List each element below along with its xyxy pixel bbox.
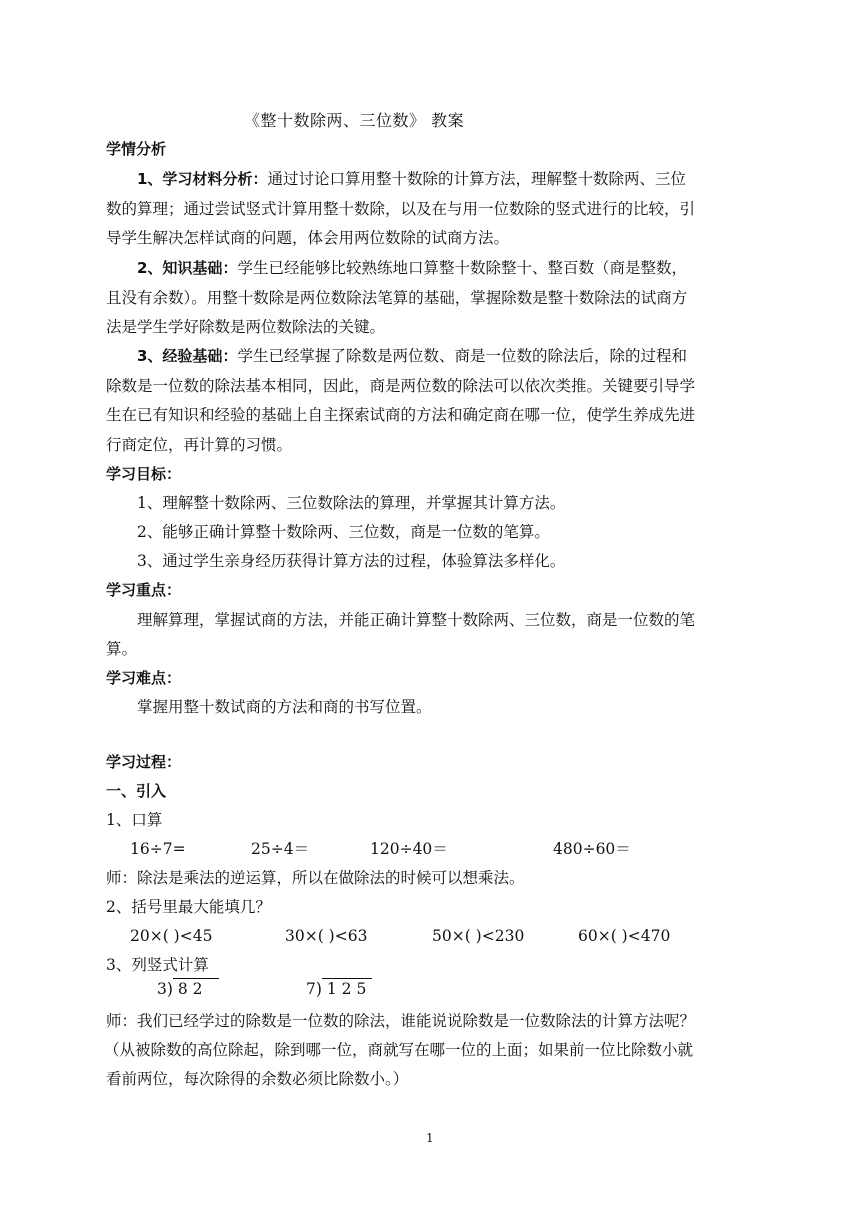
- long-division-2: [306, 978, 372, 1000]
- division-bracket: ): [166, 979, 173, 999]
- oral-item-2: 25÷4＝: [251, 840, 310, 858]
- process-step-3: 3、列竖式计算: [106, 956, 209, 974]
- division-bracket: ): [315, 979, 322, 999]
- fill-item-3: 50×( )<230: [432, 927, 525, 945]
- process-step-2: 2、括号里最大能填几？: [106, 898, 271, 916]
- heading-goals: 学习目标：: [106, 465, 182, 483]
- analysis-paragraph-1-line-3: 导学生解决怎样试商的问题，体会用两位数除的试商方法。: [106, 229, 510, 247]
- fill-item-4: 60×( )<470: [578, 927, 671, 945]
- analysis-text: 学生已经掌握了除数是两位数、商是一位数的除法后，除的过程和: [237, 347, 687, 365]
- heading-analysis: 学情分析: [106, 140, 167, 158]
- analysis-label-2: 2、知识基础：: [137, 259, 238, 277]
- analysis-paragraph-1-line-1: [137, 168, 686, 190]
- divisor: 7: [306, 980, 316, 998]
- analysis-text: 通过讨论口算用整十数除的计算方法，理解整十数除两、三位: [267, 170, 686, 188]
- fill-item-1: 20×( )<45: [130, 927, 213, 945]
- process-step-1: 1、口算: [106, 811, 163, 829]
- focus-line-1: 理解算理，掌握试商的方法，并能正确计算整十数除两、三位数，商是一位数的笔: [137, 611, 696, 629]
- divisor: 3: [157, 980, 167, 998]
- teacher-remark-1: 师：除法是乘法的逆运算，所以在做除法的时候可以想乘法。: [106, 869, 525, 887]
- heading-focus: 学习重点：: [106, 581, 182, 599]
- process-part-1: 一、引入: [106, 782, 167, 800]
- oral-item-1: 16÷7=: [130, 840, 186, 858]
- oral-item-4: 480÷60＝: [553, 840, 631, 858]
- analysis-paragraph-2-line-2: 且没有余数）。用整十数除是两位数除法笔算的基础，掌握除数是整十数除法的试商方: [106, 289, 688, 307]
- analysis-paragraph-3-line-4: 行商定位，再计算的习惯。: [106, 436, 293, 454]
- note-line-2: 看前两位，每次除得的余数必须比除数小。）: [106, 1070, 409, 1088]
- document-title: 《整十数除两、三位数》 教案: [244, 111, 465, 130]
- goal-item-1: 1、理解整十数除两、三位数除法的算理，并掌握其计算方法。: [137, 494, 566, 512]
- analysis-label-3: 3、经验基础：: [137, 347, 238, 365]
- heading-process: 学习过程：: [106, 753, 182, 771]
- analysis-text: 学生已经能够比较熟练地口算整十数除整十、整百数（商是整数，: [237, 259, 687, 277]
- fill-item-2: 30×( )<63: [285, 927, 368, 945]
- goal-item-2: 2、能够正确计算整十数除两、三位数，商是一位数的笔算。: [137, 523, 550, 541]
- long-division-1: [157, 978, 219, 1000]
- dividend: 8 2: [173, 978, 219, 1000]
- page-number: 1: [426, 1131, 434, 1145]
- analysis-paragraph-3-line-3: 生在已有知识和经验的基础上自主探索试商的方法和确定商在哪一位，使学生养成先进: [106, 406, 696, 424]
- focus-line-2: 算。: [106, 640, 138, 658]
- analysis-paragraph-3-line-2: 除数是一位数的除法基本相同，因此，商是两位数的除法可以依次类推。关键要引导学: [106, 377, 696, 395]
- goal-item-3: 3、通过学生亲身经历获得计算方法的过程，体验算法多样化。: [137, 552, 566, 570]
- analysis-paragraph-1-line-2: 数的算理；通过尝试竖式计算用整十数除，以及在与用一位数除的竖式进行的比较，引: [106, 200, 696, 218]
- analysis-paragraph-2-line-1: [137, 257, 687, 279]
- oral-item-3: 120÷40＝: [370, 840, 448, 858]
- analysis-label-1: 1、学习材料分析：: [137, 170, 268, 188]
- teacher-remark-2: 师：我们已经学过的除数是一位数的除法，谁能说说除数是一位数除法的计算方法呢？: [106, 1012, 696, 1030]
- heading-difficulty: 学习难点：: [106, 669, 182, 687]
- dividend: 1 2 5: [322, 978, 372, 1000]
- note-line-1: （从被除数的高位除起，除到哪一位，商就写在哪一位的上面；如果前一位比除数小就: [104, 1041, 694, 1059]
- difficulty-line-1: 掌握用整十数试商的方法和商的书写位置。: [137, 698, 432, 716]
- analysis-paragraph-2-line-3: 法是学生学好除数是两位数除法的关键。: [106, 318, 386, 336]
- analysis-paragraph-3-line-1: [137, 345, 687, 367]
